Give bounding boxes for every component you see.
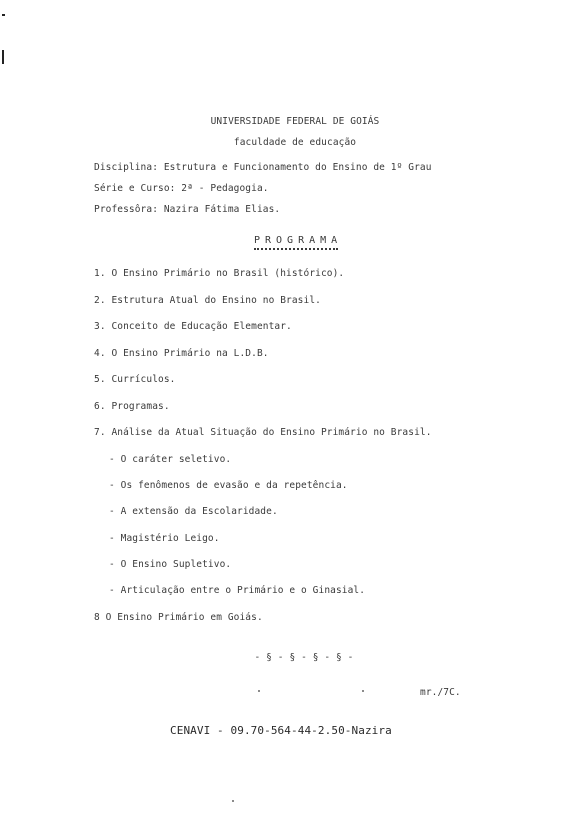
document-footer: CENAVI - 09.70-564-44-2.50-Nazira <box>170 724 392 737</box>
program-subitem: - Magistério Leigo. <box>109 533 220 544</box>
university-title: UNIVERSIDADE FEDERAL DE GOIÁS <box>210 116 380 127</box>
scan-speck <box>362 690 364 692</box>
discipline-line: Disciplina: Estrutura e Funcionamento do Ensino de 1º Grau <box>94 162 432 173</box>
scan-speck <box>258 690 260 692</box>
program-item: 6. Programas. <box>94 401 170 412</box>
typist-initials: mr./7C. <box>420 687 461 698</box>
heading-underline <box>254 248 338 250</box>
program-item: 3. Conceito de Educação Elementar. <box>94 321 292 332</box>
program-subitem: - Articulação entre o Primário e o Ginasial. <box>109 585 366 596</box>
program-subitem: - Os fenômenos de evasão e da repetência. <box>109 480 348 491</box>
program-subitem: - O caráter seletivo. <box>109 454 232 465</box>
program-subitem: - O Ensino Supletivo. <box>109 559 232 570</box>
program-item: 1. O Ensino Primário no Brasil (histórico). <box>94 268 345 279</box>
program-subitem: - A extensão da Escolaridade. <box>109 506 278 517</box>
program-item: 7. Análise da Atual Situação do Ensino Primário no Brasil. <box>94 427 432 438</box>
program-item: 8 O Ensino Primário em Goiás. <box>94 612 263 623</box>
professor-line: Professôra: Nazira Fátima Elias. <box>94 204 281 215</box>
scan-speck <box>232 800 234 802</box>
program-item: 2. Estrutura Atual do Ensino no Brasil. <box>94 295 321 306</box>
faculty-title: faculdade de educação <box>233 137 357 148</box>
course-line: Série e Curso: 2ª - Pedagogia. <box>94 183 269 194</box>
scan-mark <box>2 50 4 64</box>
program-item: 5. Currículos. <box>94 374 176 385</box>
scan-mark <box>2 14 5 16</box>
program-heading: PROGRAMA <box>254 235 343 246</box>
section-separator: - § - § - § - § - <box>254 652 354 663</box>
program-item: 4. O Ensino Primário na L.D.B. <box>94 348 269 359</box>
